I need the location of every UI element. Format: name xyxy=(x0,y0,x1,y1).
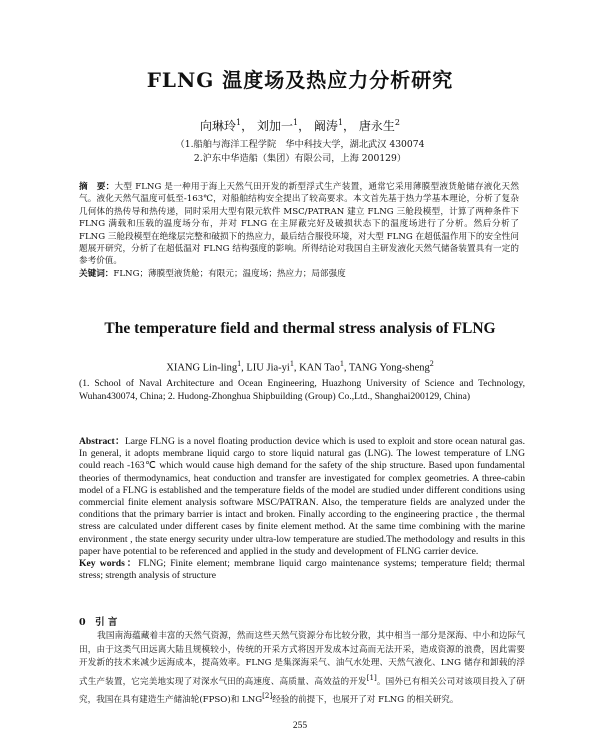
chinese-affiliation-2: 2.沪东中华造船（集团）有限公司，上海 200129） xyxy=(193,153,407,164)
chinese-title: FLNG 温度场及热应力分析研究 xyxy=(146,68,454,92)
intro-text-end: 经验的前提下，也展开了对 FLNG 的相关研究。 xyxy=(272,695,459,706)
citation-ref: [2] xyxy=(262,691,273,701)
english-affiliation: (1. School of Naval Architecture and Ocean Engineering, Huazhong University of Science and Technology, Wuhan430074, China; 2. Hudong-Zhonghua Shipbuilding (Group) Co.,Ltd., Shanghai200129, China) xyxy=(79,378,525,402)
chinese-keywords xyxy=(79,268,519,280)
author-affiliation-mark: 1 xyxy=(236,118,242,127)
section-heading-introduction: 0 引 言 xyxy=(79,617,118,628)
author-name: 阚涛 xyxy=(313,119,338,133)
author-name: 向琳玲 xyxy=(200,119,237,133)
chinese-abstract-label: 摘 要： xyxy=(79,182,115,192)
author-affiliation-mark: 1 xyxy=(289,359,294,368)
author-name: XIANG Lin-ling xyxy=(166,362,238,374)
chinese-authors xyxy=(0,117,600,134)
chinese-abstract-body xyxy=(79,181,519,268)
chinese-keywords-label: 关键词： xyxy=(79,268,114,279)
chinese-abstract xyxy=(79,181,519,280)
author-affiliation-mark: 1 xyxy=(237,359,242,368)
introduction-paragraph xyxy=(79,630,525,708)
english-keywords-label: Key words： xyxy=(79,558,139,570)
chinese-abstract-text: 大型 FLNG 是一种用于海上天然气田开发的新型浮式生产装置，通常它采用薄膜型液货舱储存液化天然气。液化天然气温度可低至-163℃，对船舶结构安全提出了较高要求。本文首先基于热力学基本理论，分析了复杂几何体的热传导和热传递，同时采用大型有限元软件 MSC/PATRAN 建立 FLNG 三舱段模型，计算了两种条件下 FLNG 满载和压载的温度场分布，并对 FLNG 在主屏蔽完好及破损状态下的温度场进行了分析。然后分析了 FLNG 三舱段模型在绝缘层完整和破损下的热应力，最后结合服役环境，对大型 FLNG 在超低温作用下的安全性问题展开研究，分析了在超低温对 FLNG 结构强度的影响。所得结论对我国自主研发液化天然气储备装置具有一定的参考价值。 xyxy=(79,182,519,267)
author-separator: , xyxy=(293,362,300,374)
author-name: 唐永生 xyxy=(358,119,395,133)
english-keywords xyxy=(79,558,525,582)
english-abstract-body xyxy=(79,436,525,558)
author-separator: , xyxy=(343,362,349,374)
english-abstract-label: Abstract： xyxy=(79,436,125,447)
author-name: KAN Tao xyxy=(299,362,340,374)
author-separator: ， xyxy=(298,119,311,133)
author-name: TANG Yong-sheng xyxy=(348,362,430,374)
author-affiliation-mark: 1 xyxy=(339,359,344,368)
author-separator: ， xyxy=(343,119,356,133)
chinese-keywords-text: FLNG；薄膜型液货舱；有限元；温度场；热应力；局部强度 xyxy=(113,268,346,279)
author-affiliation-mark: 1 xyxy=(337,118,344,127)
citation-ref: [1] xyxy=(366,672,377,682)
author-separator: , xyxy=(241,362,247,374)
author-affiliation-mark: 1 xyxy=(292,118,299,127)
english-authors xyxy=(0,359,600,374)
english-title: The temperature field and thermal stress analysis of FLNG xyxy=(104,320,496,337)
intro-text: 我国南海蕴藏着丰富的天然气资源，然而这些天然气资源分布比较分散，其中相当一部分是深海、中小和边际气田，由于这类气田远离大陆且规模较小，传统的开采方式将因开发成本过高而无法开采，造成资源的浪费，因此需要开发新的技术来减少远海成本，提高效率。FLNG 是集深海采气、油气水处理、天然气液化、LNG 储存和卸载的浮式生产装置，它完美地实现了对深水气田的高速度、高质量、高效益的开发 xyxy=(79,631,525,687)
author-affiliation-mark: 2 xyxy=(429,359,434,368)
author-separator: ， xyxy=(241,119,254,133)
author-name: LIU Jia-yi xyxy=(246,362,290,374)
chinese-affiliation-1: （1.船舶与海洋工程学院 华中科技大学，湖北武汉 430074 xyxy=(175,139,425,150)
english-abstract-text: Large FLNG is a novel floating production device which is used to exploit and store ocean natural gas. In general, it adopts membrane liquid cargo to store liquid natural gas (LNG). The lowest temperature of LNG could reach -163℃ which would cause high demand for the safety of the ship structure. Based upon fundamental theories of thermodynamics, heat conduction and transfer are investigated for complex geometries. A three-cabin model of a FLNG is established and the temperature fields of the model are studied under different conditions using commercial finite element analysis software MSC/PATRAN. Also, the temperature fields are analyzed under the conditions that the primary barrier is intact and broken. Finally according to the engineering practice , the thermal stress are calculated under different cases by finite element method. At the same time combining with the marine environment , the state energy security under ultra-low temperature are studied.The methodology and results in this paper have potential to be referenced and applied in the study and development of FLNG carrier device. xyxy=(79,436,525,557)
english-keywords-text: FLNG; Finite element; membrane liquid cargo maintenance systems; temperature field; thermal stress; strength analysis of structure xyxy=(79,558,525,582)
author-affiliation-mark: 2 xyxy=(394,118,400,127)
intro-text-cont: 。国外已有相关公司对该项目投入了研究，我国在具有建造生产储油轮(FPSO)和 LNG xyxy=(79,676,525,706)
author-name: 刘加一 xyxy=(256,119,293,133)
page-number: 255 xyxy=(292,721,308,731)
english-abstract xyxy=(79,436,525,582)
